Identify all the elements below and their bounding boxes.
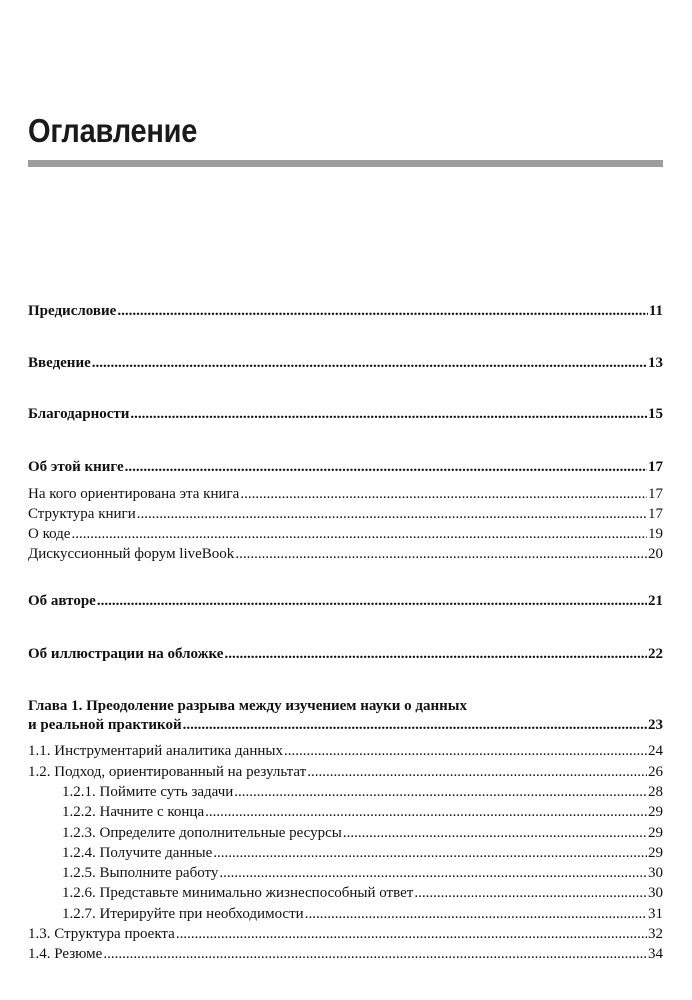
toc-entry-title: Об этой книге bbox=[28, 459, 124, 475]
dot-leader bbox=[219, 864, 647, 882]
dot-leader bbox=[414, 884, 647, 902]
toc-entry-title: 1.2.2. Начните с конца bbox=[62, 804, 205, 820]
toc-entry-title: Структура книги bbox=[28, 506, 136, 522]
toc-entry-title: 1.4. Резюме bbox=[28, 946, 103, 962]
toc-entry-page: 11 bbox=[648, 303, 663, 319]
toc-entry-page: 13 bbox=[648, 355, 663, 371]
toc-entry-title: 1.1. Инструментарий аналитика данных bbox=[28, 743, 283, 759]
dot-leader bbox=[125, 458, 647, 476]
toc-entry-page: 29 bbox=[648, 845, 663, 861]
toc-subsection[interactable] bbox=[0, 844, 692, 862]
toc-entry-title: Предисловие bbox=[28, 303, 117, 319]
toc-entry-page: 19 bbox=[648, 526, 663, 542]
toc-subsection[interactable] bbox=[0, 864, 692, 882]
toc-subsection[interactable] bbox=[0, 783, 692, 801]
dot-leader bbox=[224, 645, 647, 663]
dot-leader bbox=[307, 763, 647, 781]
toc-subentry[interactable] bbox=[0, 485, 692, 503]
dot-leader bbox=[103, 945, 647, 963]
dot-leader bbox=[305, 905, 647, 923]
toc-entry-title: 1.2.6. Представьте минимально жизнеспособный ответ bbox=[62, 885, 414, 901]
dot-leader bbox=[205, 803, 647, 821]
toc-entry-title: 1.3. Структура проекта bbox=[28, 926, 175, 942]
dot-leader bbox=[213, 844, 647, 862]
toc-entry-page: 17 bbox=[648, 486, 663, 502]
toc-subentry[interactable] bbox=[0, 545, 692, 563]
toc-entry-title: 1.2.7. Итерируйте при необходимости bbox=[62, 906, 304, 922]
toc-entry-about-cover[interactable] bbox=[0, 645, 692, 663]
toc-subsection[interactable] bbox=[0, 803, 692, 821]
toc-entry-page: 28 bbox=[648, 784, 663, 800]
toc-subentry[interactable] bbox=[0, 505, 692, 523]
dot-leader bbox=[235, 545, 647, 563]
dot-leader bbox=[71, 525, 647, 543]
toc-entry-title: Об иллюстрации на обложке bbox=[28, 646, 224, 662]
toc-entry-title: 1.2.4. Получите данные bbox=[62, 845, 213, 861]
toc-subsection[interactable] bbox=[0, 905, 692, 923]
dot-leader bbox=[343, 824, 647, 842]
toc-entry-title: О коде bbox=[28, 526, 71, 542]
dot-leader bbox=[176, 925, 647, 943]
toc-entry-page: 21 bbox=[648, 593, 663, 609]
toc-entry-title: Благодарности bbox=[28, 406, 130, 422]
toc-entry-page: 30 bbox=[648, 865, 663, 881]
toc-entry-page: 26 bbox=[648, 764, 663, 780]
toc-entry-page: 34 bbox=[648, 946, 663, 962]
toc-subentry[interactable] bbox=[0, 525, 692, 543]
toc-entry-title: 1.2.1. Поймите суть задачи bbox=[62, 784, 234, 800]
toc-entry-title: Дискуссионный форум liveBook bbox=[28, 546, 235, 562]
toc-entry-page: 20 bbox=[648, 546, 663, 562]
toc-subsection[interactable] bbox=[0, 824, 692, 842]
toc-section[interactable] bbox=[0, 925, 692, 943]
toc-entry-page: 17 bbox=[648, 459, 663, 475]
toc-entry-page: 22 bbox=[648, 646, 663, 662]
dot-leader bbox=[240, 485, 647, 503]
toc-entry-acknowledgements[interactable] bbox=[0, 405, 692, 423]
toc-entry-title: 1.2.3. Определите дополнительные ресурсы bbox=[62, 825, 342, 841]
toc-entry-title: и реальной практикой bbox=[28, 717, 182, 733]
toc-entry-page: 29 bbox=[648, 825, 663, 841]
toc-entry-introduction[interactable] bbox=[0, 354, 692, 372]
dot-leader bbox=[284, 742, 647, 760]
toc-entry-page: 31 bbox=[648, 906, 663, 922]
toc-entry-page: 17 bbox=[648, 506, 663, 522]
dot-leader bbox=[183, 716, 647, 734]
toc-entry-title: Введение bbox=[28, 355, 91, 371]
chapter-1-title-line1[interactable]: Глава 1. Преодоление разрыва между изучением науки о данных bbox=[28, 698, 468, 714]
toc-entry-title: 1.2. Подход, ориентированный на результат bbox=[28, 764, 307, 780]
dot-leader bbox=[92, 354, 647, 372]
toc-entry-preface[interactable] bbox=[0, 302, 692, 320]
toc-section[interactable] bbox=[0, 763, 692, 781]
toc-entry-page: 24 bbox=[648, 743, 663, 759]
toc-entry-page: 29 bbox=[648, 804, 663, 820]
toc-subsection[interactable] bbox=[0, 884, 692, 902]
dot-leader bbox=[117, 302, 648, 320]
page-title: Оглавление bbox=[28, 112, 198, 149]
toc-section[interactable] bbox=[0, 742, 692, 760]
toc-entry-about-author[interactable] bbox=[0, 592, 692, 610]
toc-entry-page: 15 bbox=[648, 406, 663, 422]
dot-leader bbox=[130, 405, 647, 423]
toc-entry-title: На кого ориентирована эта книга bbox=[28, 486, 240, 502]
toc-entry-chapter-1[interactable] bbox=[0, 716, 692, 734]
toc-entry-title: 1.2.5. Выполните работу bbox=[62, 865, 219, 881]
toc-entry-page: 30 bbox=[648, 885, 663, 901]
toc-entry-page: 32 bbox=[648, 926, 663, 942]
toc-entry-about-book[interactable] bbox=[0, 458, 692, 476]
dot-leader bbox=[97, 592, 647, 610]
dot-leader bbox=[234, 783, 647, 801]
dot-leader bbox=[137, 505, 647, 523]
toc-entry-title: Об авторе bbox=[28, 593, 96, 609]
toc-entry-page: 23 bbox=[648, 717, 663, 733]
toc-section[interactable] bbox=[0, 945, 692, 963]
